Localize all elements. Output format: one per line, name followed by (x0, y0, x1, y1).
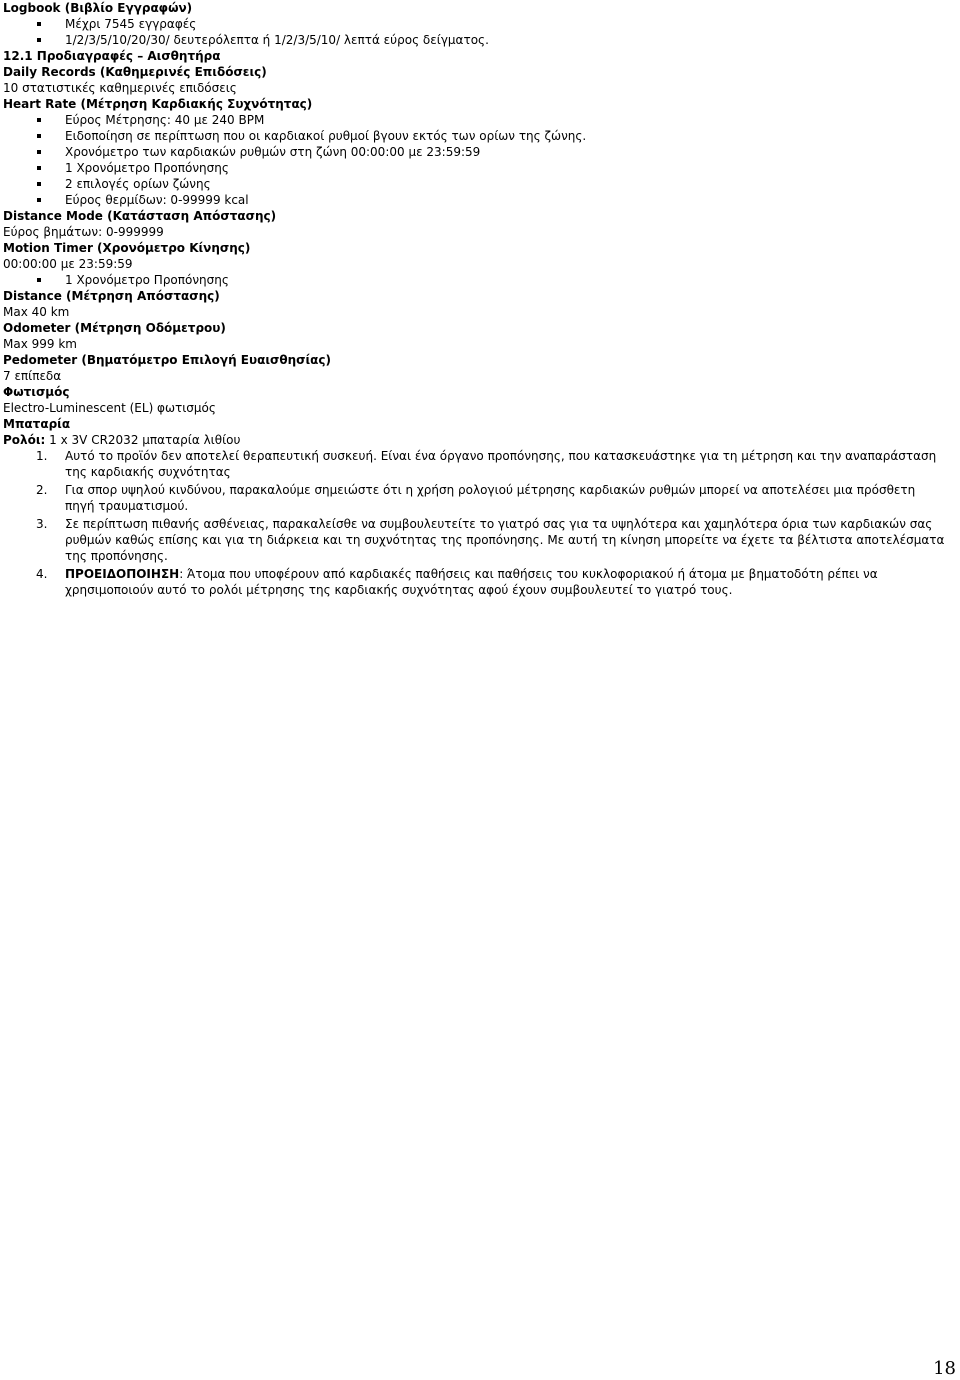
square-bullet-icon (37, 198, 41, 202)
bullet-item (3, 160, 948, 176)
numbered-item (3, 516, 948, 564)
section-heading: Daily Records (Καθημερινές Επιδόσεις) (3, 65, 267, 79)
section-heading: Odometer (Μέτρηση Οδόμετρου) (3, 321, 226, 335)
bullet-text: 1/2/3/5/10/20/30/ δευτερόλεπτα ή 1/2/3/5/10/ λεπτά εύρος δείγματος. (65, 33, 489, 47)
item-number: 2. (36, 483, 48, 497)
section-heading: Heart Rate (Μέτρηση Καρδιακής Συχνότητας) (3, 97, 313, 111)
square-bullet-icon (37, 150, 41, 154)
item-number: 4. (36, 567, 48, 581)
square-bullet-icon (37, 118, 41, 122)
section-heading: 12.1 Προδιαγραφές – Αισθητήρα (3, 49, 221, 63)
bullet-item (3, 128, 948, 144)
spec-text: Εύρος βημάτων: 0-999999 (3, 225, 164, 239)
bullet-item (3, 112, 948, 128)
item-number: 3. (36, 517, 48, 531)
section-heading: Pedometer (Βηματόμετρο Επιλογή Ευαισθησίας) (3, 353, 332, 367)
item-text-wrapper (65, 567, 878, 597)
numbered-item (3, 482, 948, 514)
bullet-item (3, 272, 948, 288)
numbered-item (3, 448, 948, 480)
square-bullet-icon (37, 134, 41, 138)
item-number: 1. (36, 449, 48, 463)
bullet-text: Χρονόμετρο των καρδιακών ρυθμών στη ζώνη 00:00:00 με 23:59:59 (65, 145, 481, 159)
bullet-text: Ειδοποίηση σε περίπτωση που οι καρδιακοί ρυθμοί βγουν εκτός των ορίων της ζώνης. (65, 129, 587, 143)
square-bullet-icon (37, 22, 41, 26)
section-heading: Μπαταρία (3, 417, 71, 431)
bullet-text: 1 Χρονόμετρο Προπόνησης (65, 161, 229, 175)
item-text: Αυτό το προϊόν δεν αποτελεί θεραπευτική συσκευή. Είναι ένα όργανο προπόνησης, που κατασκευάστηκε για τη μέτρηση και την αναπαράσταση της καρδιακής συχνότητας (65, 449, 937, 479)
warning-label: ΠΡΟΕΙΔΟΠΟΙΗΣΗ (65, 567, 180, 581)
spec-text: Electro-Luminescent (EL) φωτισμός (3, 401, 216, 415)
section-heading: Distance Mode (Κατάσταση Απόστασης) (3, 209, 277, 223)
bullet-text: Εύρος Μέτρησης: 40 με 240 BPM (65, 113, 265, 127)
item-text-wrapper (65, 483, 915, 513)
section-heading: Motion Timer (Χρονόμετρο Κίνησης) (3, 241, 251, 255)
square-bullet-icon (37, 166, 41, 170)
item-text: Σε περίπτωση πιθανής ασθένειας, παρακαλείσθε να συμβουλευτείτε το γιατρό σας για τα υψηλότερα και χαμηλότερα όρια των καρδιακών σας ρυθμών καθώς επίσης και για τη διάρκεια και τη συχνότητας της προπόνησης. Με αυτή τη κίνηση μπορείτε να έχετε τα βέλτιστα αποτελέσματα της προπόνησης. (65, 517, 945, 563)
bullet-item (3, 176, 948, 192)
bullet-text: 1 Χρονόμετρο Προπόνησης (65, 273, 229, 287)
square-bullet-icon (37, 278, 41, 282)
spec-text: 00:00:00 με 23:59:59 (3, 257, 133, 271)
spec-text: 10 στατιστικές καθημερινές επιδόσεις (3, 81, 237, 95)
item-text: Για σπορ υψηλού κινδύνου, παρακαλούμε σημειώστε ότι η χρήση ρολογιού μέτρησης καρδιακών ρυθμών μπορεί να αποτελέσει μια πρόσθετη πηγή τραυματισμού. (65, 483, 916, 513)
bullet-text: 2 επιλογές ορίων ζώνης (65, 177, 211, 191)
battery-label: Ρολόι: (3, 433, 46, 447)
square-bullet-icon (37, 38, 41, 42)
numbered-item (3, 566, 948, 598)
section-heading: Φωτισμός (3, 385, 70, 399)
spec-text: Max 40 km (3, 305, 70, 319)
bullet-item (3, 192, 948, 208)
bullet-item (3, 16, 948, 32)
bullet-item (3, 144, 948, 160)
section-heading: Logbook (Βιβλίο Εγγραφών) (3, 1, 193, 15)
spec-text: 7 επίπεδα (3, 369, 62, 383)
battery-line (3, 432, 948, 448)
section-heading: Distance (Μέτρηση Απόστασης) (3, 289, 220, 303)
item-text: : Άτομα που υποφέρουν από καρδιακές παθήσεις και παθήσεις του κυκλοφοριακού ή άτομα με βηματοδότη ρέπει να χρησιμοποιούν αυτό το ρολόι μέτρησης της καρδιακής συχνότητας αφού έχουν συμβουλευτεί το γιατρό τους. (65, 567, 878, 597)
document-body (3, 0, 948, 600)
page-number: 18 (933, 1358, 956, 1379)
warning-list (3, 448, 948, 598)
spec-text: Max 999 km (3, 337, 77, 351)
square-bullet-icon (37, 182, 41, 186)
battery-value: 1 x 3V CR2032 μπαταρία λιθίου (45, 433, 241, 447)
bullet-item (3, 32, 948, 48)
bullet-text: Εύρος θερμίδων: 0-99999 kcal (65, 193, 249, 207)
spec-lines (3, 0, 948, 448)
item-text-wrapper (65, 517, 944, 563)
bullet-text: Μέχρι 7545 εγγραφές (65, 17, 197, 31)
item-text-wrapper (65, 449, 936, 479)
